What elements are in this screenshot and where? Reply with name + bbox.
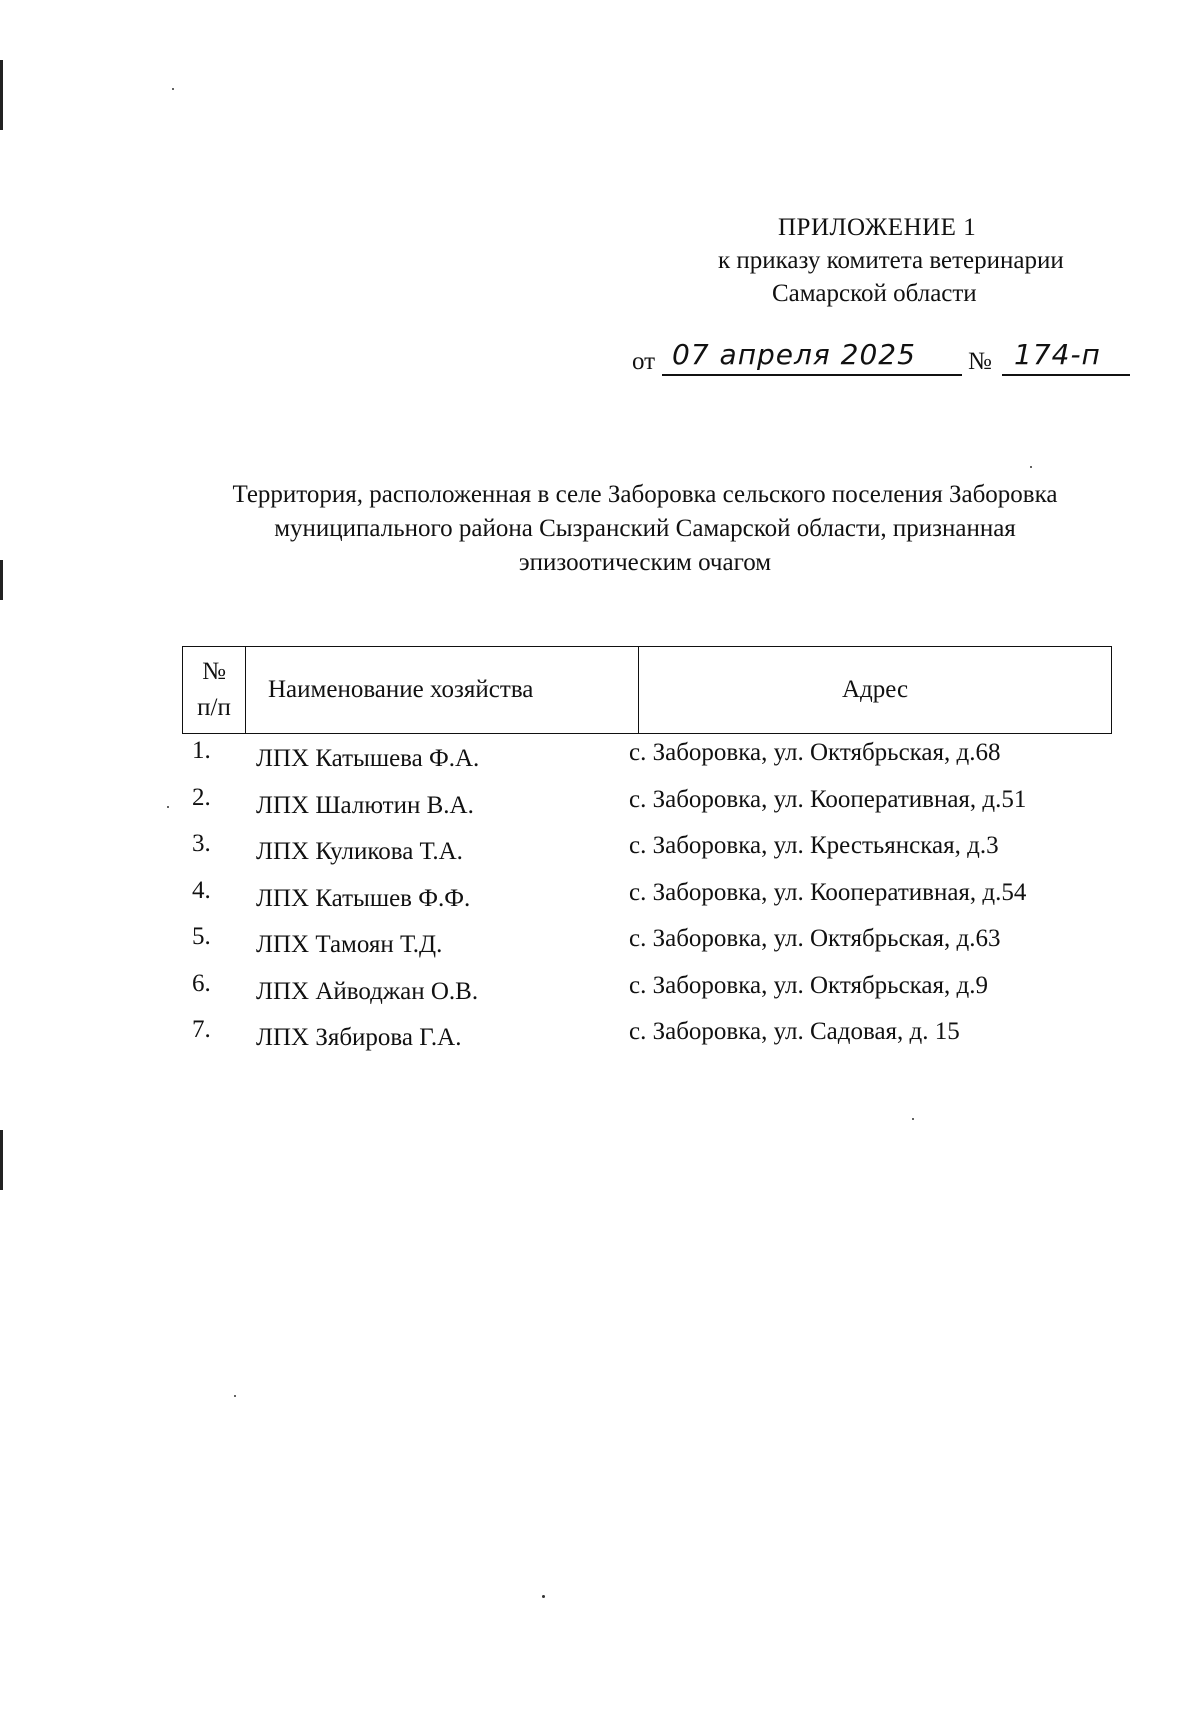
row-number: 3.	[192, 830, 211, 857]
farm-address: с. Заборовка, ул. Кооперативная, д.54	[629, 878, 1027, 906]
scan-edge-mark	[0, 1130, 3, 1190]
farm-name: ЛПХ Куликова Т.А.	[256, 838, 463, 865]
farm-address: с. Заборовка, ул. Садовая, д. 15	[629, 1018, 960, 1045]
column-header-number: № п/п	[183, 647, 246, 734]
scan-speck	[912, 1118, 914, 1120]
number-label: №	[968, 348, 992, 375]
heading-line: муниципального района Сызранский Самарской области, признанная	[274, 515, 1016, 542]
date-label: от	[632, 348, 656, 375]
handwritten-number: 174-п	[1014, 338, 1101, 371]
row-number: 5.	[192, 923, 211, 950]
appendix-subtitle-region: Самарской области	[772, 280, 977, 307]
farm-name: ЛПХ Катышев Ф.Ф.	[256, 884, 471, 912]
scan-speck	[172, 88, 174, 90]
farm-name: ЛПХ Тамоян Т.Д.	[256, 931, 443, 958]
date-underline	[662, 374, 962, 376]
farm-name: ЛПХ Шалютин В.А.	[256, 791, 474, 819]
heading-line: эпизоотическим очагом	[518, 549, 772, 576]
handwritten-date: 07 апреля 2025	[672, 338, 916, 371]
scan-speck	[167, 806, 169, 808]
row-number: 1.	[192, 737, 211, 764]
scan-edge-mark	[0, 60, 3, 130]
farm-name: ЛПХ Айводжан О.В.	[256, 977, 479, 1005]
document-heading	[170, 478, 1120, 580]
row-number: 6.	[192, 969, 211, 997]
column-header-name: Наименование хозяйства	[246, 647, 639, 734]
farm-address: с. Заборовка, ул. Октябрьская, д.68	[629, 739, 1001, 766]
number-underline	[1002, 374, 1130, 376]
scan-speck	[234, 1395, 236, 1397]
heading-line: Территория, расположенная в селе Заборовка сельского поселения Заборовка	[232, 481, 1058, 508]
row-number: 7.	[192, 1016, 211, 1043]
farm-address: с. Заборовка, ул. Октябрьская, д.63	[629, 925, 1001, 952]
row-number: 4.	[192, 876, 211, 904]
farms-table-header	[182, 646, 1112, 734]
scan-speck	[542, 1595, 545, 1598]
farm-address: с. Заборовка, ул. Октябрьская, д.9	[629, 971, 988, 999]
scan-edge-mark	[0, 560, 3, 600]
column-header-address: Адрес	[639, 647, 1112, 734]
row-number: 2.	[192, 783, 211, 811]
farm-name: ЛПХ Катышева Ф.А.	[256, 745, 480, 772]
scan-speck	[1030, 466, 1032, 468]
appendix-subtitle: к приказу комитета ветеринарии	[718, 247, 1064, 274]
appendix-title: ПРИЛОЖЕНИЕ 1	[778, 214, 977, 241]
farm-address: с. Заборовка, ул. Крестьянская, д.3	[629, 832, 999, 859]
farm-name: ЛПХ Зябирова Г.А.	[256, 1024, 462, 1051]
farm-address: с. Заборовка, ул. Кооперативная, д.51	[629, 785, 1027, 813]
